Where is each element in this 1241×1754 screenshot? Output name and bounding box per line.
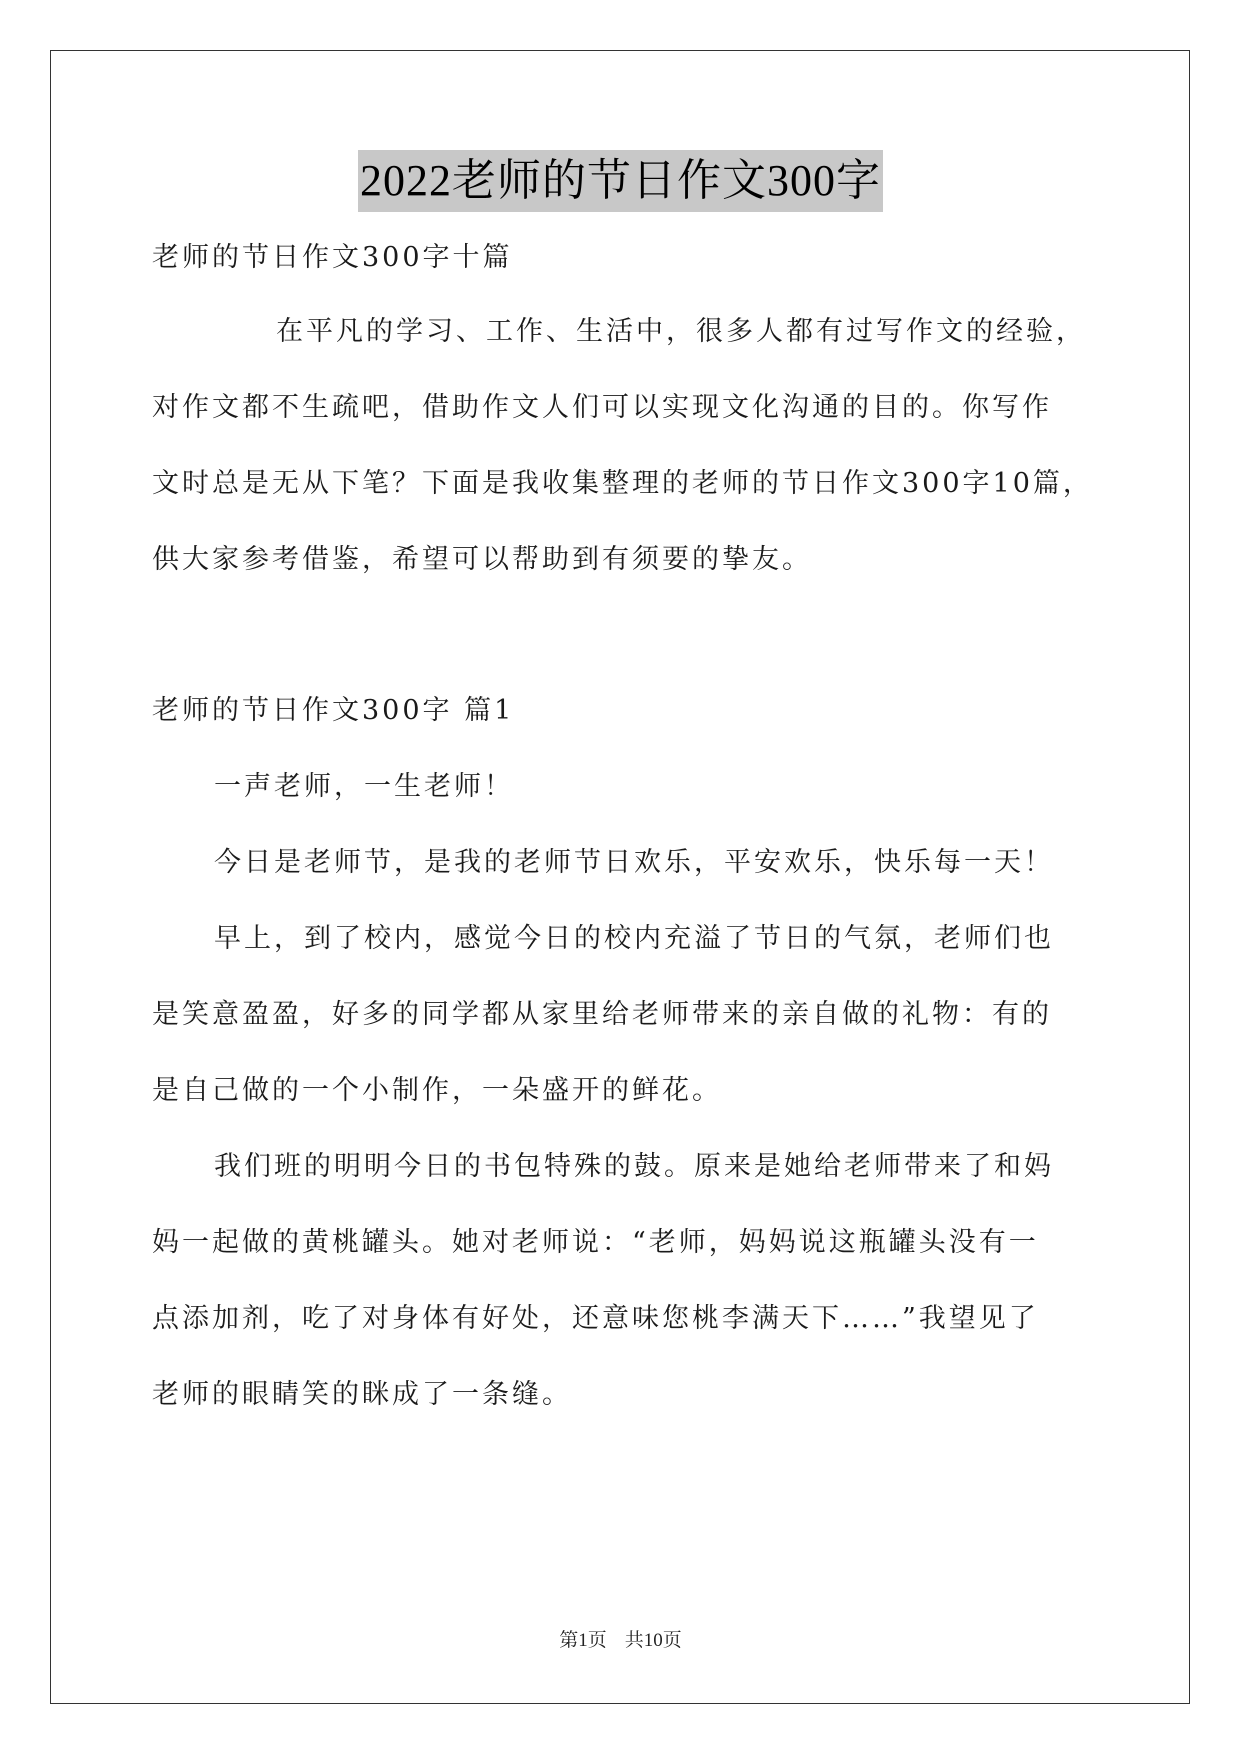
page-total: 共10页: [624, 1630, 682, 1651]
chapter-heading: 老师的节日作文300字 篇1: [152, 695, 515, 726]
paragraph-line: 是自己做的一个小制作，一朵盛开的鲜花。: [152, 1075, 722, 1106]
paragraph-line: 对作文都不生疏吧，借助作文人们可以实现文化沟通的目的。你写作: [152, 392, 1052, 423]
paragraph-line: 在平凡的学习、工作、生活中，很多人都有过写作文的经验，: [276, 316, 1086, 347]
paragraph-line: 老师的眼睛笑的眯成了一条缝。: [152, 1379, 572, 1410]
section-heading: 老师的节日作文300字十篇: [152, 242, 513, 273]
paragraph-line: 供大家参考借鉴，希望可以帮助到有须要的挚友。: [152, 544, 812, 575]
document-title: 2022老师的节日作文300字: [358, 150, 883, 212]
paragraph-line: 文时总是无从下笔？下面是我收集整理的老师的节日作文300字10篇，: [152, 468, 1093, 499]
paragraph-line: 是笑意盈盈，好多的同学都从家里给老师带来的亲自做的礼物：有的: [152, 999, 1052, 1030]
page-footer: [0, 1628, 1241, 1654]
paragraph-line: 早上，到了校内，感觉今日的校内充溢了节日的气氛，老师们也: [214, 923, 1054, 954]
paragraph-line: 我们班的明明今日的书包特殊的鼓。原来是她给老师带来了和妈: [214, 1151, 1054, 1182]
paragraph-line: 一声老师，一生老师！: [214, 771, 514, 802]
page-number: 第1页: [559, 1630, 607, 1651]
paragraph-line: 妈一起做的黄桃罐头。她对老师说：“老师，妈妈说这瓶罐头没有一: [152, 1227, 1039, 1258]
title-container: [0, 150, 1241, 212]
paragraph-line: 今日是老师节，是我的老师节日欢乐，平安欢乐，快乐每一天！: [214, 847, 1054, 878]
paragraph-line: 点添加剂，吃了对身体有好处，还意味您桃李满天下……”我望见了: [152, 1303, 1039, 1334]
